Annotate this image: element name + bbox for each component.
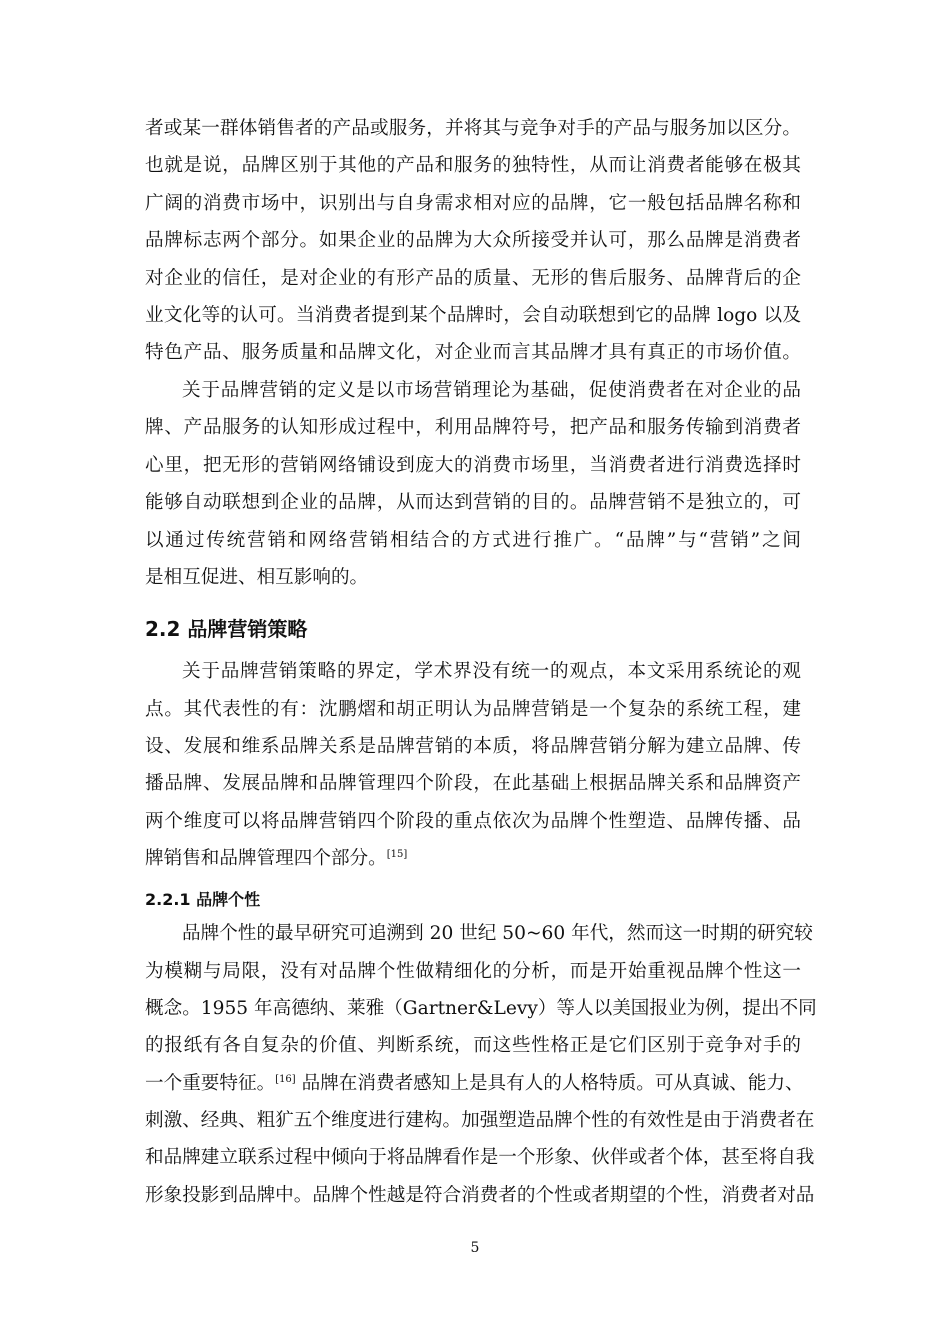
text-line: 以通过传统营销和网络营销相结合的方式进行推广。“品牌”与“营销”之间 [145,530,801,551]
text-line: 也就是说，品牌区别于其他的产品和服务的独特性，从而让消费者能够在极其 [145,155,801,176]
section-heading-2-2: 2.2 品牌营销策略 [145,617,308,641]
text-line: 概念。1955 年高德纳、莱雅（Gartner&Levy）等人以美国报业为例，提出不同 [145,998,817,1019]
text-line [145,848,801,870]
text-line: 关于品牌营销策略的界定，学术界没有统一的观点，本文采用系统论的观 [182,661,801,682]
citation-ref: [15] [386,849,408,860]
section-heading-2-2-1: 2.2.1 品牌个性 [145,890,261,909]
text-line: 关于品牌营销的定义是以市场营销理论为基础，促使消费者在对企业的品 [182,380,801,401]
page-number: 5 [470,1240,480,1256]
text-line: 对企业的信任，是对企业的有形产品的质量、无形的售后服务、品牌背后的企 [145,268,801,289]
text-line: 刺激、经典、粗犷五个维度进行建构。加强塑造品牌个性的有效性是由于消费者在 [145,1110,815,1131]
text-line: 播品牌、发展品牌和品牌管理四个阶段，在此基础上根据品牌关系和品牌资产 [145,773,801,794]
text-line: 形象投影到品牌中。品牌个性越是符合消费者的个性或者期望的个性，消费者对品 [145,1185,815,1206]
text-line: 点。其代表性的有：沈鹏熠和胡正明认为品牌营销是一个复杂的系统工程，建 [145,699,801,720]
text-line: 品牌个性的最早研究可追溯到 20 世纪 50~60 年代，然而这一时期的研究较 [182,923,813,944]
text-line: 的报纸有各自复杂的价值、判断系统，而这些性格正是它们区别于竞争对手的 [145,1035,801,1056]
text-line: 品牌标志两个部分。如果企业的品牌为大众所接受并认可，那么品牌是消费者 [145,230,801,251]
text-line: 为模糊与局限，没有对品牌个性做精细化的分析，而是开始重视品牌个性这一 [145,961,801,982]
text: 一个重要特征。 [145,1073,276,1094]
text-line: 和品牌建立联系过程中倾向于将品牌看作是一个形象、伙伴或者个体，甚至将自我 [145,1147,815,1168]
text-line: 广阔的消费市场中，识别出与自身需求相对应的品牌，它一般包括品牌名称和 [145,193,801,214]
text: 牌销售和品牌管理四个部分。 [145,848,387,869]
text-line: 心里，把无形的营销网络铺设到庞大的消费市场里，当消费者进行消费选择时 [145,455,801,476]
text-line: 是相互促进、相互影响的。 [145,567,369,588]
citation-ref: [16] [275,1074,296,1085]
text-line: 特色产品、服务质量和品牌文化，对企业而言其品牌才具有真正的市场价值。 [145,342,801,363]
text-line [145,1073,804,1095]
text-line: 者或某一群体销售者的产品或服务，并将其与竞争对手的产品与服务加以区分。 [145,118,801,139]
text-line: 业文化等的认可。当消费者提到某个品牌时，会自动联想到它的品牌 logo 以及 [145,305,801,326]
text-line: 牌、产品服务的认知形成过程中，利用品牌符号，把产品和服务传输到消费者 [145,417,801,438]
text-line: 能够自动联想到企业的品牌，从而达到营销的目的。品牌营销不是独立的，可 [145,492,801,513]
text-line: 设、发展和维系品牌关系是品牌营销的本质，将品牌营销分解为建立品牌、传 [145,736,801,757]
text-line: 两个维度可以将品牌营销四个阶段的重点依次为品牌个性塑造、品牌传播、品 [145,811,801,832]
text: 品牌在消费者感知上是具有人的人格特质。可从真诚、能力、 [295,1073,804,1094]
